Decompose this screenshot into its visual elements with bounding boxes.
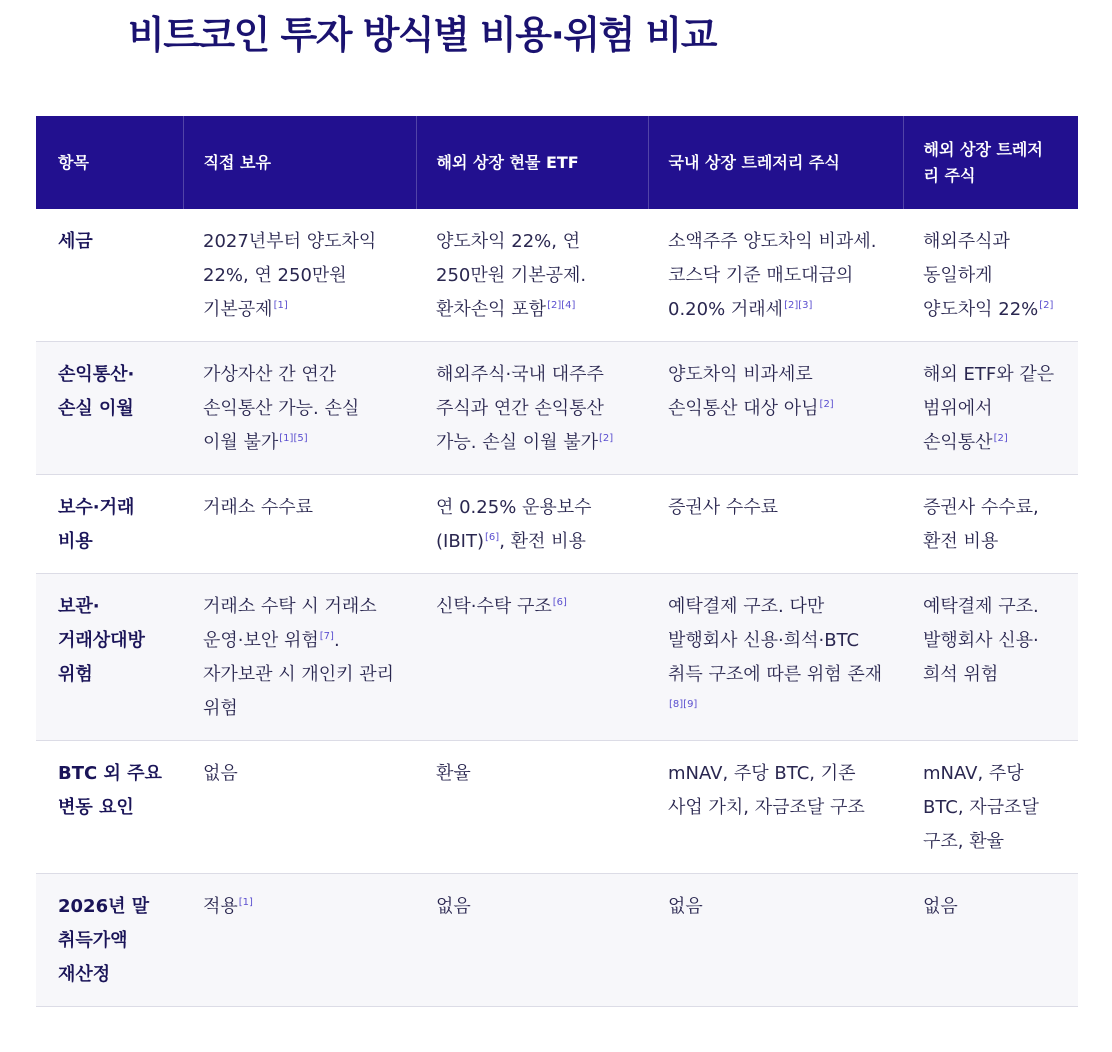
cell-direct-holding bbox=[183, 741, 416, 874]
cell-text: 양도차익 22%, 연 250만원 기본공제. 환차손익 포함 bbox=[436, 231, 587, 320]
cell-overseas-treasury bbox=[903, 209, 1078, 342]
row-label: 2026년 말 취득가액 재산정 bbox=[36, 874, 183, 1007]
cell-overseas-treasury bbox=[903, 475, 1078, 574]
citation-link[interactable]: [1] bbox=[238, 897, 253, 908]
row-label: 보수·거래 비용 bbox=[36, 475, 183, 574]
cell-overseas-etf bbox=[416, 874, 648, 1007]
cell-text: 없음 bbox=[436, 896, 471, 917]
cell-domestic-treasury bbox=[648, 209, 903, 342]
citation-link[interactable]: [6] bbox=[485, 532, 500, 543]
cell-text: 증권사 수수료, 환전 비용 bbox=[923, 497, 1039, 552]
citation-link[interactable]: [2] bbox=[599, 433, 614, 444]
cell-overseas-treasury bbox=[903, 741, 1078, 874]
header-domestic-treasury: 국내 상장 트레저리 주식 bbox=[648, 116, 903, 209]
cell-text: 해외 ETF와 같은 범위에서 손익통산 bbox=[923, 364, 1055, 453]
cell-overseas-etf bbox=[416, 741, 648, 874]
citation-link[interactable]: [2][3] bbox=[784, 300, 813, 311]
cell-overseas-etf bbox=[416, 574, 648, 741]
cell-overseas-etf bbox=[416, 209, 648, 342]
cell-domestic-treasury bbox=[648, 874, 903, 1007]
cell-overseas-treasury bbox=[903, 342, 1078, 475]
cell-text: 적용 bbox=[203, 896, 238, 917]
row-label: 보관·거래상대방 위험 bbox=[36, 574, 183, 741]
row-label: 손익통산·손실 이월 bbox=[36, 342, 183, 475]
citation-link[interactable]: [8][9] bbox=[669, 699, 698, 710]
cell-text: 예탁결제 구조. 발행회사 신용·희석 위험 bbox=[923, 596, 1039, 685]
cell-domestic-treasury bbox=[648, 475, 903, 574]
cell-text: 2027년부터 양도차익 22%, 연 250만원 기본공제 bbox=[203, 231, 377, 320]
citation-link[interactable]: [2] bbox=[1039, 300, 1054, 311]
cell-text-continued: . 자가보관 시 개인키 관리 위험 bbox=[203, 630, 395, 719]
cell-text-continued: , 환전 비용 bbox=[499, 531, 586, 552]
cell-text: 없음 bbox=[203, 763, 238, 784]
cell-overseas-treasury bbox=[903, 574, 1078, 741]
citation-link[interactable]: [6] bbox=[552, 597, 567, 608]
cell-text: 양도차익 비과세로 손익통산 대상 아님 bbox=[668, 364, 819, 419]
row-label: 세금 bbox=[36, 209, 183, 342]
cell-text: 해외주식과 동일하게 양도차익 22% bbox=[923, 231, 1039, 320]
cell-text: 환율 bbox=[436, 763, 471, 784]
cell-text: 예탁결제 구조. 다만 발행회사 신용·희석·BTC 취득 구조에 따른 위험 존재 bbox=[668, 596, 883, 685]
table-row bbox=[36, 574, 1078, 741]
cell-text: 연 0.25% 운용보수 (IBIT) bbox=[436, 497, 592, 552]
cell-direct-holding bbox=[183, 209, 416, 342]
cell-text: 가상자산 간 연간 손익통산 가능. 손실 이월 불가 bbox=[203, 364, 360, 453]
header-overseas-etf: 해외 상장 현물 ETF bbox=[416, 116, 648, 209]
comparison-table bbox=[36, 116, 1078, 1007]
citation-link[interactable]: [2] bbox=[819, 399, 834, 410]
table-row bbox=[36, 874, 1078, 1007]
citation-link[interactable]: [2] bbox=[993, 433, 1008, 444]
cell-domestic-treasury bbox=[648, 342, 903, 475]
row-label: BTC 외 주요 변동 요인 bbox=[36, 741, 183, 874]
cell-direct-holding bbox=[183, 874, 416, 1007]
cell-text: 없음 bbox=[668, 896, 703, 917]
cell-text: 거래소 수탁 시 거래소 운영·보안 위험 bbox=[203, 596, 377, 651]
table-row bbox=[36, 741, 1078, 874]
cell-overseas-treasury bbox=[903, 874, 1078, 1007]
cell-text: mNAV, 주당 BTC, 자금조달 구조, 환율 bbox=[923, 763, 1039, 852]
citation-link[interactable]: [7] bbox=[319, 631, 334, 642]
citation-link[interactable]: [1] bbox=[273, 300, 288, 311]
table-header-row bbox=[36, 116, 1078, 209]
cell-direct-holding bbox=[183, 342, 416, 475]
cell-overseas-etf bbox=[416, 475, 648, 574]
cell-domestic-treasury bbox=[648, 574, 903, 741]
cell-text: 증권사 수수료 bbox=[668, 497, 779, 518]
cell-direct-holding bbox=[183, 475, 416, 574]
cell-text: 없음 bbox=[923, 896, 958, 917]
cell-domestic-treasury bbox=[648, 741, 903, 874]
cell-overseas-etf bbox=[416, 342, 648, 475]
cell-text: 해외주식·국내 대주주 주식과 연간 손익통산 가능. 손실 이월 불가 bbox=[436, 364, 604, 453]
citation-link[interactable]: [1][5] bbox=[279, 433, 308, 444]
cell-text: 신탁·수탁 구조 bbox=[436, 596, 552, 617]
table-row bbox=[36, 342, 1078, 475]
table-row bbox=[36, 209, 1078, 342]
citation-link[interactable]: [2][4] bbox=[547, 300, 576, 311]
page-title: 비트코인 투자 방식별 비용·위험 비교 bbox=[128, 13, 716, 57]
cell-direct-holding bbox=[183, 574, 416, 741]
cell-text: 거래소 수수료 bbox=[203, 497, 314, 518]
cell-text: 소액주주 양도차익 비과세. 코스닥 기준 매도대금의 0.20% 거래세 bbox=[668, 231, 877, 320]
table-row bbox=[36, 475, 1078, 574]
header-overseas-treasury: 해외 상장 트레저리 주식 bbox=[923, 139, 1043, 185]
header-direct-holding: 직접 보유 bbox=[183, 116, 416, 209]
header-item: 항목 bbox=[36, 116, 183, 209]
cell-text: mNAV, 주당 BTC, 기존 사업 가치, 자금조달 구조 bbox=[668, 763, 865, 818]
